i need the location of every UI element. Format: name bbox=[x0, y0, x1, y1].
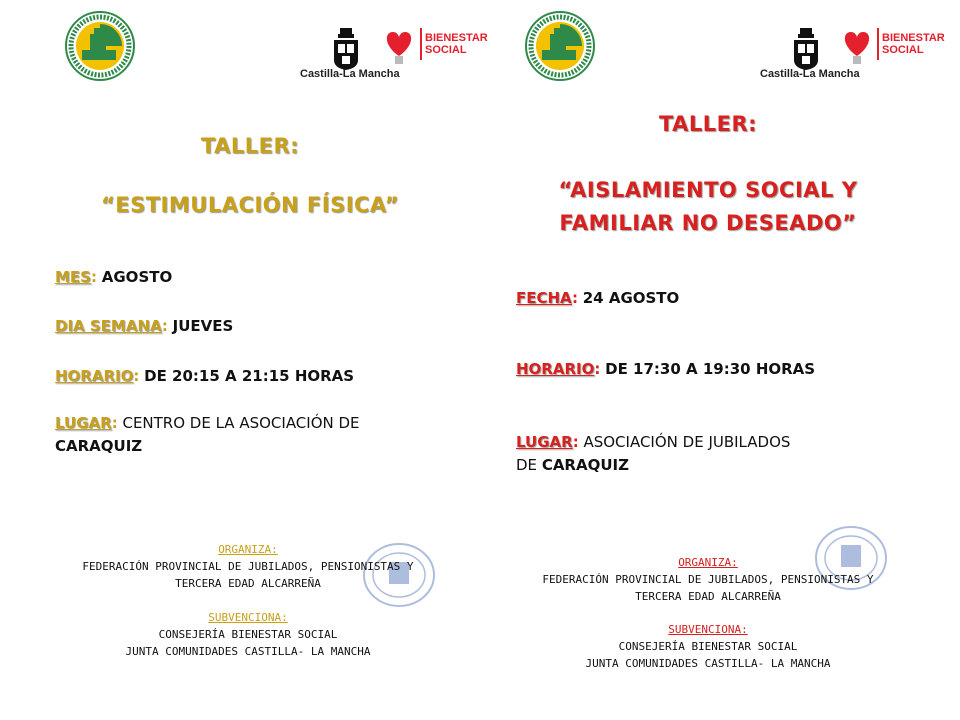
location-value-1: CENTRO DE LA ASOCIACIÓN DE bbox=[122, 414, 360, 432]
organizer-label: ORGANIZA: bbox=[678, 556, 738, 569]
federation-logo bbox=[64, 10, 136, 82]
location-line: LUGAR: CENTRO DE LA ASOCIACIÓN DE CARAQUIZ bbox=[55, 414, 360, 455]
region-name: Castilla-La Mancha bbox=[300, 68, 400, 80]
organizer-label: ORGANIZA: bbox=[218, 543, 278, 556]
sponsor-block bbox=[0, 609, 496, 660]
ministry-line-2: SOCIAL bbox=[425, 44, 467, 56]
organizer-line-1: FEDERACIÓN PROVINCIAL DE JUBILADOS, PENSIONISTAS Y bbox=[542, 573, 874, 586]
location-line: LUGAR: ASOCIACIÓN DE JUBILADOS DE CARAQUIZ bbox=[516, 433, 791, 474]
location-value-2b: CARAQUIZ bbox=[541, 456, 629, 474]
sponsor-line-2: JUNTA COMUNIDADES CASTILLA- LA MANCHA bbox=[585, 657, 831, 670]
date-line: FECHA: 24 AGOSTO bbox=[516, 289, 680, 307]
ministry-line-2: SOCIAL bbox=[882, 44, 924, 56]
organizer-line-1: FEDERACIÓN PROVINCIAL DE JUBILADOS, PENSIONISTAS Y bbox=[82, 560, 414, 573]
taller-label: TALLER: bbox=[200, 134, 300, 158]
sponsor-block bbox=[480, 621, 936, 672]
month-label: MES bbox=[55, 268, 91, 286]
organizer-line-2: TERCERA EDAD ALCARREÑA bbox=[175, 577, 321, 590]
sponsor-line-1: CONSEJERÍA BIENESTAR SOCIAL bbox=[618, 640, 798, 653]
region-name: Castilla-La Mancha bbox=[760, 68, 860, 80]
organizer-block bbox=[0, 541, 496, 592]
schedule-line: HORARIO: DE 20:15 A 21:15 HORAS bbox=[55, 367, 355, 385]
ministry-line-1: BIENESTAR bbox=[425, 32, 488, 44]
weekday-label: DIA SEMANA bbox=[55, 317, 162, 335]
weekday-line: DIA SEMANA: JUEVES bbox=[55, 317, 234, 335]
taller-label: TALLER: bbox=[658, 112, 758, 136]
ministry-name bbox=[425, 32, 488, 56]
ministry-line-1: BIENESTAR bbox=[882, 32, 945, 44]
ministry-name bbox=[882, 32, 945, 56]
location-value-2: CARAQUIZ bbox=[55, 437, 143, 455]
month-value: AGOSTO bbox=[101, 268, 173, 286]
sponsor-line-2: JUNTA COMUNIDADES CASTILLA- LA MANCHA bbox=[125, 645, 371, 658]
logo-divider bbox=[420, 28, 422, 60]
federation-logo bbox=[524, 10, 596, 82]
right-poster bbox=[480, 0, 960, 720]
location-label: LUGAR bbox=[516, 433, 573, 451]
schedule-label: HORARIO bbox=[55, 367, 134, 385]
schedule-label: HORARIO bbox=[516, 360, 595, 378]
sponsor-label: SUBVENCIONA: bbox=[668, 623, 748, 636]
bienestar-social-heart-icon bbox=[382, 26, 416, 68]
bienestar-social-heart-icon bbox=[840, 26, 874, 68]
workshop-name-line-1: “AISLAMIENTO SOCIAL Y bbox=[558, 178, 858, 202]
logo-divider bbox=[877, 28, 879, 60]
date-label: FECHA bbox=[516, 289, 572, 307]
schedule-line: HORARIO: DE 17:30 A 19:30 HORAS bbox=[516, 360, 816, 378]
schedule-value: DE 17:30 A 19:30 HORAS bbox=[605, 360, 816, 378]
schedule-value: DE 20:15 A 21:15 HORAS bbox=[144, 367, 355, 385]
location-label: LUGAR bbox=[55, 414, 112, 432]
sponsor-line-1: CONSEJERÍA BIENESTAR SOCIAL bbox=[158, 628, 338, 641]
workshop-name: “ESTIMULACIÓN FÍSICA” bbox=[100, 193, 400, 217]
organizer-line-2: TERCERA EDAD ALCARREÑA bbox=[635, 590, 781, 603]
month-line: MES: AGOSTO bbox=[55, 268, 173, 286]
location-value-2a: DE bbox=[516, 456, 538, 474]
workshop-name bbox=[480, 174, 936, 240]
organizer-block bbox=[480, 554, 936, 605]
date-value: 24 AGOSTO bbox=[582, 289, 680, 307]
location-value-1: ASOCIACIÓN DE JUBILADOS bbox=[583, 433, 791, 451]
weekday-value: JUEVES bbox=[172, 317, 234, 335]
sponsor-label: SUBVENCIONA: bbox=[208, 611, 288, 624]
workshop-name-line-2: FAMILIAR NO DESEADO” bbox=[559, 211, 857, 235]
